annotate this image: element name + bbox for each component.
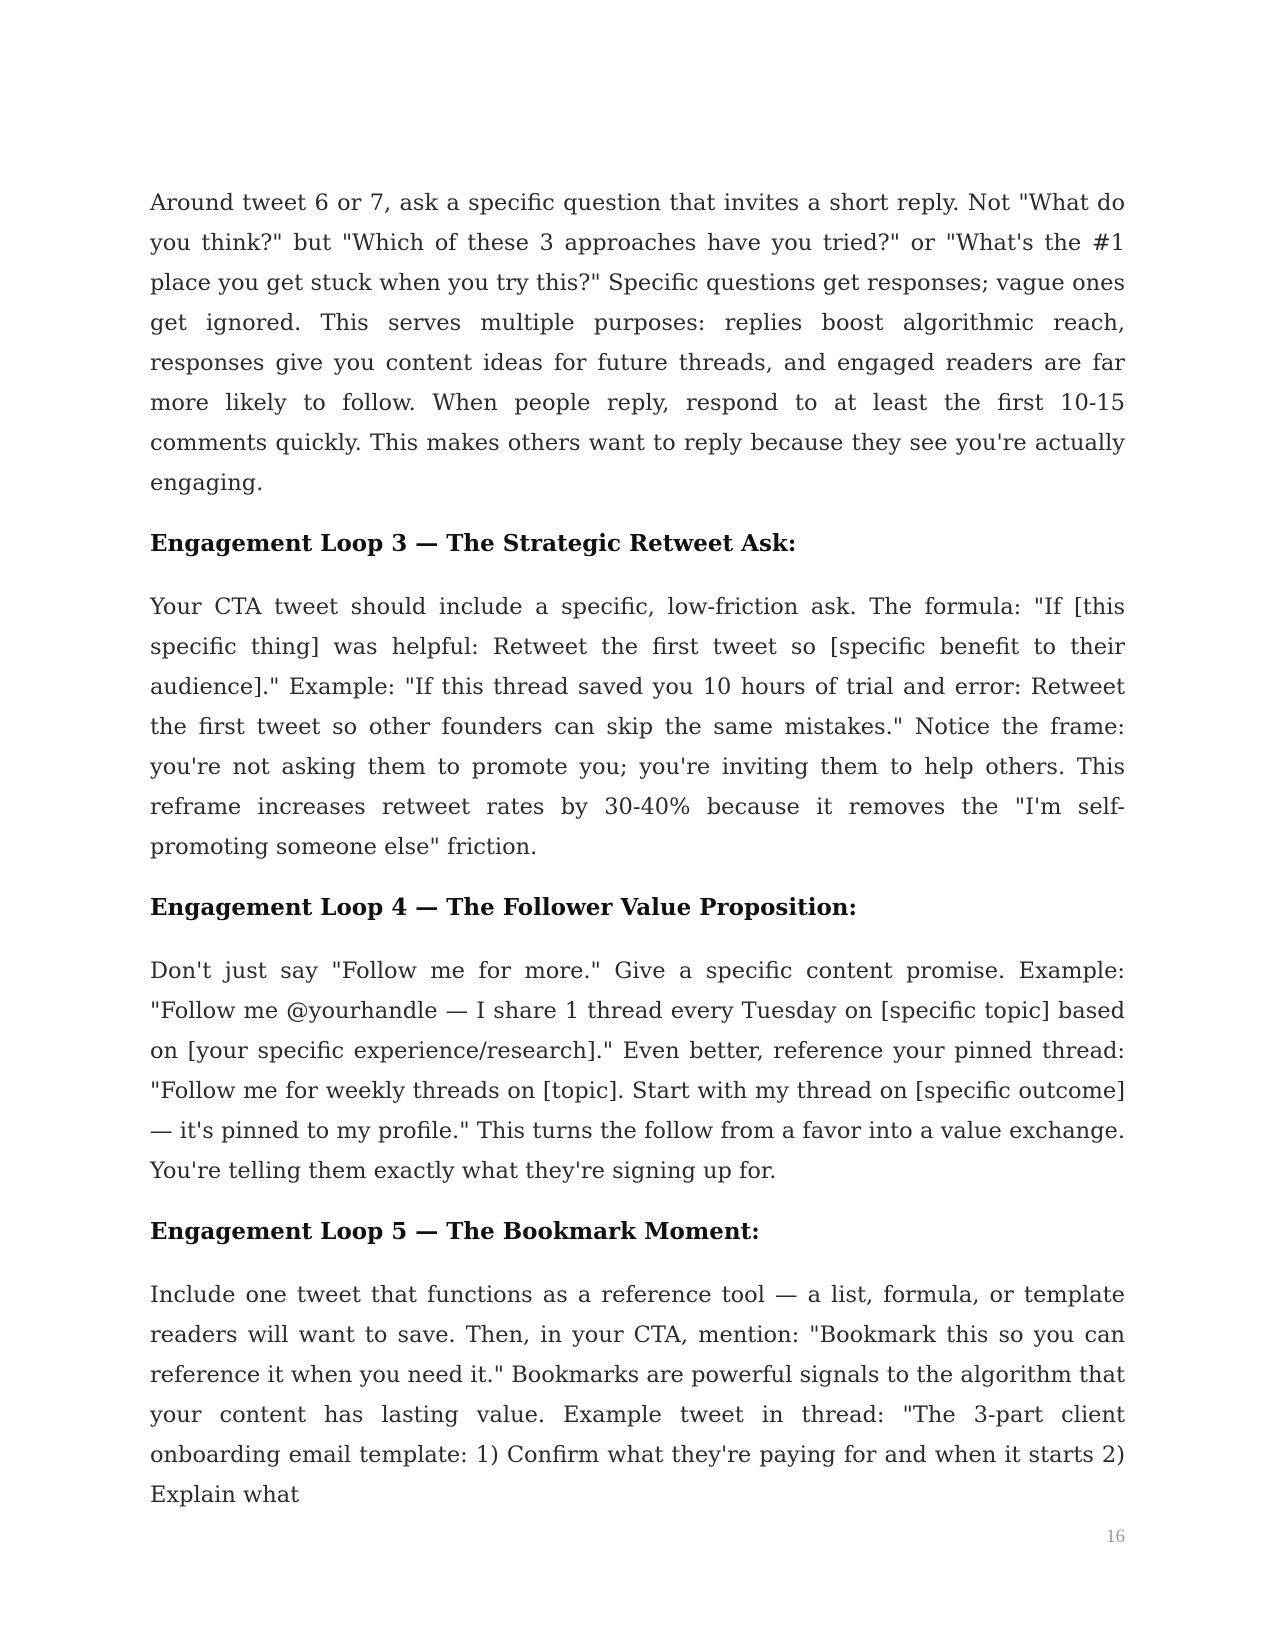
document-body (150, 183, 1125, 1515)
heading-engagement-loop-5: Engagement Loop 5 — The Bookmark Moment: (150, 1218, 760, 1245)
paragraph-bookmark-moment: Include one tweet that functions as a reference tool — a list, formula, or template readers will want to save. Then, in your CTA, mention: "Bookmark this so you can reference it when you need it." Bookmarks are powerful signals to the algorithm that your content has lasting value. Example tweet in thread: "The 3-part client onboarding email template: 1) Confirm what they're paying for and when it starts 2) Explain what (150, 1282, 1125, 1508)
heading-engagement-loop-3: Engagement Loop 3 — The Strategic Retweet Ask: (150, 530, 797, 557)
heading-engagement-loop-4: Engagement Loop 4 — The Follower Value Proposition: (150, 894, 858, 921)
page-number: 16 (1106, 1526, 1125, 1547)
paragraph-question-tweet: Around tweet 6 or 7, ask a specific question that invites a short reply. Not "What do you think?" but "Which of these 3 approaches have you tried?" or "What's the #1 place you get stuck when you try this?" Specific questions get responses; vague ones get ignored. This serves multiple purposes: replies boost algorithmic reach, responses give you content ideas for future threads, and engaged readers are far more likely to follow. When people reply, respond to at least the first 10-15 comments quickly. This makes others want to reply because they see you're actually engaging. (150, 190, 1125, 496)
paragraph-retweet-ask: Your CTA tweet should include a specific, low-friction ask. The formula: "If [this specific thing] was helpful: Retweet the first tweet so [specific benefit to their audience]." Example: "If this thread saved you 10 hours of trial and error: Retweet the first tweet so other founders can skip the same mistakes." Notice the frame: you're not asking them to promote you; you're inviting them to help others. This reframe increases retweet rates by 30-40% because it removes the "I'm self-promoting someone else" friction. (150, 594, 1125, 860)
paragraph-follower-value: Don't just say "Follow me for more." Give a specific content promise. Example: "Follow me @yourhandle — I share 1 thread every Tuesday on [specific topic] based on [your specific experience/research]." Even better, reference your pinned thread: "Follow me for weekly threads on [topic]. Start with my thread on [specific outcome] — it's pinned to my profile." This turns the follow from a favor into a value exchange. You're telling them exactly what they're signing up for. (150, 958, 1125, 1184)
